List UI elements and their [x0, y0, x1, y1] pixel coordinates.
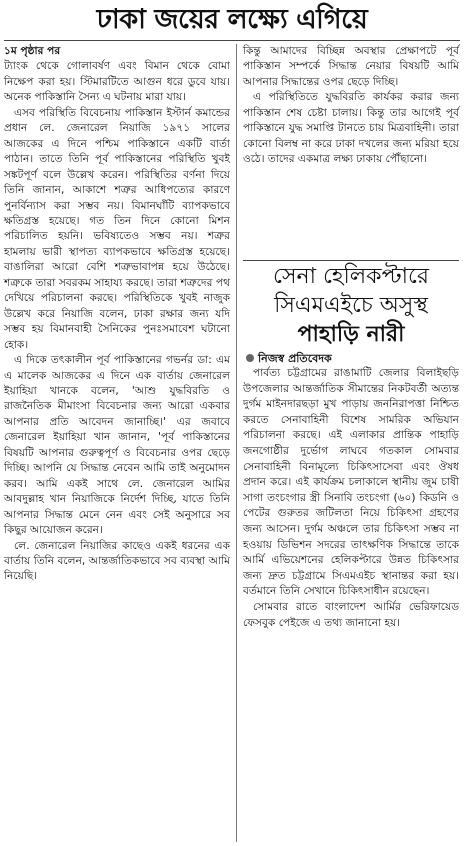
column-divider [236, 44, 237, 842]
left-paragraph: লে. জেনারেল নিয়াজির কাছেও একই ধরনের এক বার্তায় তিনি বলেন, আন্তর্জাতিকভাবে সব ব্যবস্থা আমি নিয়েছি। [4, 539, 230, 583]
headline-rule [4, 40, 460, 41]
right-column-top [243, 44, 459, 168]
right-paragraph: কিন্তু আমাদের বিচ্ছিন্ন অবস্থার প্রেক্ষাপটে পূর্ব পাকিস্তান সম্পর্কে সিদ্ধান্ত নেয়ার বিষয়টি আমি আপনার সিদ্ধান্তের ওপর ছেড়ে দিচ্ছি। [243, 45, 459, 88]
story2-title [243, 262, 459, 349]
byline-text: নিজস্ব প্রতিবেদক [258, 352, 332, 365]
left-column [4, 44, 230, 585]
story2-paragraph: পার্বত্য চট্টগ্রামের রাঙামাটি জেলার বিলাইছড়ি উপজেলার আন্তর্জাতিক সীমান্তের নিকটবর্তী অত্যন্ত দুর্গম মাইনদারছড়া মুখ পাড়ায় জননিরাপত্তা নিশ্চিত করতে সেনাবাহিনী বিশেষ সামরিক অভিযান পরিচালনা করছে। এই এলাকার প্রান্তিক পাহাড়ি জনগোষ্ঠীর দুর্ভোগ লাঘবে গতকাল সোমবার সেনাবাহিনী বিনামূল্যে চিকিৎসাসেবা এবং ঔষধ প্রদান করে। এই কার্যক্রম চলাকালে স্থানীয় জুম চাষী সাগা তংচংগার স্ত্রী সিনাবি তংচংগা (৬০) কিডনি ও পেটের গুরুতর জটিলতা নিয়ে চিকিৎসা গ্রহণের জন্য আসেন। দুর্গম অঞ্চলে তার চিকিৎসা সম্ভব না হওয়ায় ডিভিশন সদরের তাৎক্ষণিক সিদ্ধান্তে তাকে আর্মি এভিয়েশনের হেলিকপ্টারে উন্নত চিকিৎসার জন্য দ্রুত চট্টগ্রামে সিএমএইচ স্থানান্তর করা হয়। বর্তমানে তিনি সেখানে চিকিৎসাধীন রয়েছেন। [243, 367, 459, 598]
right-paragraph: এ পরিস্থিতিতে যুদ্ধবিরতি কার্যকর করার জন্য পাকিস্তান শেষ চেষ্টা চালায়। কিন্তু তার আগেই পূর্ব পাকিস্তানে যুদ্ধ সমাপ্তি টানতে চায় মিত্রবাহিনী। তারা কোনো বিলম্ব না করে ঢাকা দখলের জন্য মরিয়া হয়ে ওঠে। তাদের একমাত্র লক্ষ্য ঢাকায় পৌঁছানো। [243, 91, 459, 166]
story2-paragraph: সোমবার রাতে বাংলাদেশ আর্মির ভেরিফায়েড ফেসবুক পেইজে এ তথ্য জানানো হয়। [243, 600, 459, 629]
story2-title-line: পাহাড়ি নারী [297, 322, 405, 347]
left-paragraph: এ দিকে তৎকালীন পূর্ব পাকিস্তানের গভর্নর ডা: এম এ মালেক আজকের এ দিনে এক বার্তায় জেনারেল ইয়াহিয়া খানকে বলেন, 'আশু যুদ্ধবিরতি ও রাজনৈতিক মীমাংসা বিবেচনার জন্য আরো একবার আপনার প্রতি আবেদন জানাচ্ছি।' এর জবাবে জেনারেল ইয়াহিয়া খান জানান, 'পূর্ব পাকিস্তানের বিষয়টি আপনার গুরুত্বপূর্ণ ও বিবেচনার ওপর ছেড়ে দিচ্ছি। আপনি যে সিদ্ধান্ত নেবেন আমি তাই অনুমোদন করব। আমি একই সাথে লে. জেনারেল আমির আবদুল্লাহ খান নিয়াজিকে নির্দেশ দিচ্ছি, যাতে তিনি আপনার সিদ্ধান্ত মেনে নেন এবং সেই অনুসারে সব কিছুর আয়োজন করেন। [4, 354, 230, 537]
continuation-label: ১ম পৃষ্ঠার পর [4, 45, 61, 57]
left-paragraph: ট্যাংক থেকে গোলাবর্ষণ এবং বিমান থেকে বোমা নিক্ষেপ করা হয়। স্টিমারটিতে আগুন ধরে ডুবে যায়। অনেক পাকিস্তানি সৈন্য এ ঘটনায় মারা যায়। [4, 60, 230, 104]
headline: ঢাকা জয়ের লক্ষ্যে এগিয়ে [96, 4, 368, 35]
left-paragraph: এসব পরিস্থিতি বিবেচনায় পাকিস্তান ইস্টার্ন কমান্ডের প্রধান লে. জেনারেল নিয়াজি ১৯৭১ সালের আজকের এ দিনে পশ্চিম পাকিস্তানে একটি বার্তা পাঠান। তাতে তিনি পূর্ব পাকিস্তানের পরিস্থিতি খুবই সঙ্কটপূর্ণ বলে উল্লেখ করেন। পরিস্থিতির বর্ণনা দিয়ে তিনি জানান, আকাশে শত্রুর আধিপত্যের কারণে পুনর্বিন্যাস করা সম্ভব নয়। বিমানঘাঁটি ব্যাপকভাবে ক্ষতিগ্রস্ত হয়েছে। গত তিন দিনে কোনো মিশন পরিচালিত হয়নি। ভবিষ্যতেও সম্ভব নয়। শত্রুর হামলায় ভারী স্থাপত্য ব্যাপকভাবে ক্ষতিগ্রস্ত হয়েছে। বাঙালিরা আরো বেশি শত্রুভাবাপন্ন হয়ে উঠেছে। শত্রুকে তারা সবরকম সাহায্য করছে। তারা শত্রুদের পথ দেখিয়ে পরিচালনা করছে। পরিস্থিতিকে খুবই নাজুক উল্লেখ করে নিয়াজি বলেন, ঢাকা রক্ষার জন্য যদি সম্ভব হয় বিমানবাহী সৈনিকের পুনঃসমাবেশ ঘটানো হোক। [4, 106, 230, 351]
story2-title-line: সেনা হেলিকপ্টারে [273, 264, 429, 289]
story2-title-line: সিএমএইচে অসুস্থ [274, 293, 428, 318]
bullet-icon [246, 354, 254, 362]
story-divider [243, 260, 459, 261]
story2-body [243, 366, 459, 631]
